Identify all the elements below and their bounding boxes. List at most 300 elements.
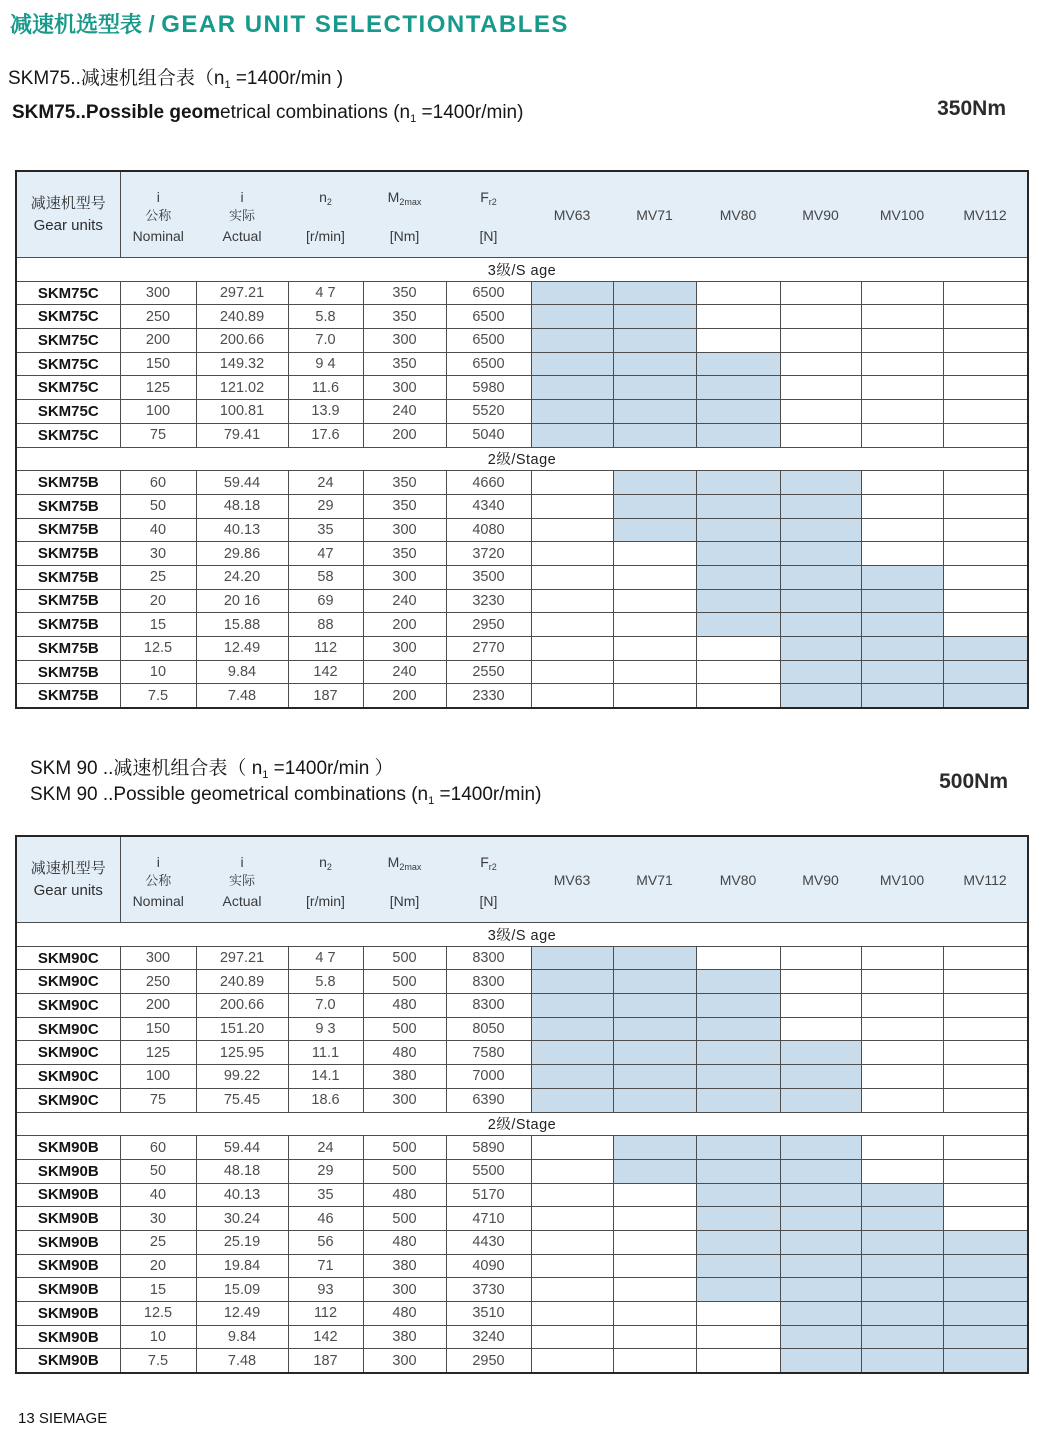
table-row — [16, 565, 1028, 589]
gear-unit-cell: SKM75C — [16, 400, 120, 424]
mv-cell-mv112 — [943, 400, 1028, 424]
n2-cell: 14.1 — [288, 1065, 363, 1089]
mv-cell-mv90 — [780, 994, 861, 1018]
i-actual-cell: 297.21 — [196, 281, 288, 305]
i-nominal-cell: 40 — [120, 518, 196, 542]
i-nominal-cell: 150 — [120, 1017, 196, 1041]
mv-cell-mv80 — [696, 1302, 780, 1326]
mv-cell-mv100 — [861, 637, 943, 661]
mv-cell-mv63 — [531, 518, 613, 542]
mv-cell-mv112 — [943, 542, 1028, 566]
table-row — [16, 1207, 1028, 1231]
fr2-cell: 3730 — [446, 1278, 531, 1302]
i-actual-cell: 100.81 — [196, 400, 288, 424]
page-title — [10, 8, 569, 39]
skm90-subtitle-en — [30, 784, 541, 807]
i-actual-cell: 125.95 — [196, 1041, 288, 1065]
mv-cell-mv100 — [861, 1136, 943, 1160]
mv-cell-mv112 — [943, 1230, 1028, 1254]
mv-cell-mv100 — [861, 684, 943, 708]
gear-unit-cell: SKM75C — [16, 281, 120, 305]
mv-cell-mv100 — [861, 281, 943, 305]
n1-subscript: 1 — [410, 113, 417, 125]
mv-cell-mv63 — [531, 1017, 613, 1041]
i-nominal-cell: 12.5 — [120, 1302, 196, 1326]
n2-cell: 5.8 — [288, 305, 363, 329]
i-actual-cell: 297.21 — [196, 946, 288, 970]
fr2-cell: 6500 — [446, 352, 531, 376]
mv-cell-mv90 — [780, 1041, 861, 1065]
mv-cell-mv80 — [696, 994, 780, 1018]
table-row — [16, 1278, 1028, 1302]
mv-cell-mv80 — [696, 684, 780, 708]
mv-cell-mv71 — [613, 970, 696, 994]
mv-cell-mv63 — [531, 376, 613, 400]
table-row — [16, 1136, 1028, 1160]
fr2-cell: 8050 — [446, 1017, 531, 1041]
fr2-cell: 5040 — [446, 423, 531, 447]
m2max-cell: 350 — [363, 305, 446, 329]
gear-unit-cell: SKM75C — [16, 376, 120, 400]
mv-cell-mv80 — [696, 1017, 780, 1041]
mv-cell-mv100 — [861, 613, 943, 637]
mv-cell-mv90 — [780, 352, 861, 376]
mv-cell-mv80 — [696, 471, 780, 495]
n2-cell: 46 — [288, 1207, 363, 1231]
mv-cell-mv112 — [943, 376, 1028, 400]
subtitle-text: =1400r/min) — [434, 784, 542, 805]
mv-cell-mv112 — [943, 1254, 1028, 1278]
mv-cell-mv80 — [696, 352, 780, 376]
mv-cell-mv71 — [613, 1183, 696, 1207]
mv-cell-mv100 — [861, 1207, 943, 1231]
fr2-cell: 2770 — [446, 637, 531, 661]
n1-subscript: 1 — [428, 795, 435, 807]
mv-cell-mv100 — [861, 1041, 943, 1065]
gear-unit-cell: SKM75B — [16, 542, 120, 566]
mv-cell-mv90 — [780, 1278, 861, 1302]
mv-cell-mv100 — [861, 1065, 943, 1089]
fr2-cell: 6500 — [446, 329, 531, 353]
mv-cell-mv112 — [943, 1207, 1028, 1231]
table-row — [16, 946, 1028, 970]
fr2-cell: 3240 — [446, 1325, 531, 1349]
m2max-cell: 480 — [363, 994, 446, 1018]
mv-cell-mv112 — [943, 994, 1028, 1018]
mv-cell-mv71 — [613, 1136, 696, 1160]
i-nominal-cell: 25 — [120, 1230, 196, 1254]
m2max-cell: 350 — [363, 352, 446, 376]
mv-cell-mv71 — [613, 494, 696, 518]
header-mv63: MV63 — [531, 836, 613, 923]
subtitle-text: =1400r/min ） — [268, 758, 394, 779]
mv-cell-mv63 — [531, 471, 613, 495]
page-title-zh: 减速机选型表 — [10, 12, 143, 37]
mv-cell-mv100 — [861, 1278, 943, 1302]
i-actual-cell: 48.18 — [196, 494, 288, 518]
n2-cell: 13.9 — [288, 400, 363, 424]
mv-cell-mv90 — [780, 613, 861, 637]
table-row — [16, 1088, 1028, 1112]
i-nominal-cell: 40 — [120, 1183, 196, 1207]
mv-cell-mv63 — [531, 1136, 613, 1160]
n2-cell: 5.8 — [288, 970, 363, 994]
mv-cell-mv100 — [861, 518, 943, 542]
n1-subscript: 1 — [224, 79, 231, 91]
subtitle-text: =1400r/min) — [416, 102, 524, 123]
n2-cell: 11.1 — [288, 1041, 363, 1065]
n2-cell: 58 — [288, 565, 363, 589]
mv-cell-mv71 — [613, 281, 696, 305]
mv-cell-mv100 — [861, 305, 943, 329]
gear-unit-cell: SKM90C — [16, 1041, 120, 1065]
mv-cell-mv80 — [696, 637, 780, 661]
m2max-cell: 300 — [363, 565, 446, 589]
m2max-cell: 240 — [363, 400, 446, 424]
gear-unit-cell: SKM75B — [16, 660, 120, 684]
mv-cell-mv80 — [696, 281, 780, 305]
m2max-cell: 200 — [363, 684, 446, 708]
m2max-cell: 350 — [363, 494, 446, 518]
i-actual-cell: 29.86 — [196, 542, 288, 566]
mv-cell-mv80 — [696, 1065, 780, 1089]
mv-cell-mv90 — [780, 589, 861, 613]
gear-unit-cell: SKM90B — [16, 1302, 120, 1326]
mv-cell-mv112 — [943, 946, 1028, 970]
mv-cell-mv100 — [861, 471, 943, 495]
gear-unit-cell: SKM90B — [16, 1278, 120, 1302]
mv-cell-mv63 — [531, 542, 613, 566]
n1-subscript: 1 — [262, 769, 269, 781]
mv-cell-mv80 — [696, 1207, 780, 1231]
fr2-cell: 5170 — [446, 1183, 531, 1207]
m2max-cell: 300 — [363, 1349, 446, 1373]
i-nominal-cell: 200 — [120, 329, 196, 353]
mv-cell-mv112 — [943, 613, 1028, 637]
mv-cell-mv71 — [613, 994, 696, 1018]
fr2-cell: 5890 — [446, 1136, 531, 1160]
mv-cell-mv71 — [613, 305, 696, 329]
table-row — [16, 1254, 1028, 1278]
i-actual-cell: 151.20 — [196, 1017, 288, 1041]
m2max-cell: 300 — [363, 637, 446, 661]
header-i-actual: i 实际 Actual — [196, 836, 288, 923]
subtitle-text: (n — [393, 102, 411, 123]
mv-cell-mv112 — [943, 565, 1028, 589]
n2-cell: 35 — [288, 1183, 363, 1207]
header-i-nominal: i 公称 Nominal — [120, 836, 196, 923]
mv-cell-mv80 — [696, 329, 780, 353]
mv-cell-mv63 — [531, 423, 613, 447]
header-mv80: MV80 — [696, 836, 780, 923]
mv-cell-mv80 — [696, 494, 780, 518]
header-mv90: MV90 — [780, 171, 861, 258]
mv-cell-mv63 — [531, 660, 613, 684]
i-actual-cell: 12.49 — [196, 1302, 288, 1326]
m2max-cell: 500 — [363, 1136, 446, 1160]
mv-cell-mv90 — [780, 1230, 861, 1254]
i-nominal-cell: 150 — [120, 352, 196, 376]
mv-cell-mv112 — [943, 1349, 1028, 1373]
m2max-cell: 300 — [363, 1278, 446, 1302]
mv-cell-mv71 — [613, 1230, 696, 1254]
fr2-cell: 6500 — [446, 281, 531, 305]
mv-cell-mv80 — [696, 565, 780, 589]
mv-cell-mv63 — [531, 613, 613, 637]
mv-cell-mv90 — [780, 518, 861, 542]
mv-cell-mv100 — [861, 970, 943, 994]
table-row — [16, 305, 1028, 329]
i-nominal-cell: 300 — [120, 281, 196, 305]
mv-cell-mv63 — [531, 1088, 613, 1112]
mv-cell-mv71 — [613, 1349, 696, 1373]
header-gear-units-en: Gear units — [33, 216, 103, 234]
mv-cell-mv90 — [780, 400, 861, 424]
table-row — [16, 518, 1028, 542]
table-row — [16, 471, 1028, 495]
m2max-cell: 380 — [363, 1325, 446, 1349]
mv-cell-mv71 — [613, 1254, 696, 1278]
mv-cell-mv100 — [861, 329, 943, 353]
mv-cell-mv90 — [780, 542, 861, 566]
gear-unit-cell: SKM90B — [16, 1136, 120, 1160]
m2max-cell: 500 — [363, 1159, 446, 1183]
header-gear-units — [16, 836, 120, 923]
subtitle-text: SKM75..减速机组合表（n — [8, 68, 225, 89]
i-nominal-cell: 75 — [120, 1088, 196, 1112]
stage-section-label: 3级/S age — [16, 258, 1028, 282]
mv-cell-mv80 — [696, 1230, 780, 1254]
i-actual-cell: 40.13 — [196, 1183, 288, 1207]
skm90-subtitle-zh — [30, 753, 394, 781]
header-gear-units-zh: 减速机型号 — [30, 859, 106, 877]
mv-cell-mv71 — [613, 1017, 696, 1041]
skm75-subtitle-zh — [8, 63, 343, 91]
i-actual-cell: 19.84 — [196, 1254, 288, 1278]
mv-cell-mv80 — [696, 1278, 780, 1302]
n2-cell: 9 4 — [288, 352, 363, 376]
gear-unit-cell: SKM90C — [16, 946, 120, 970]
i-nominal-cell: 250 — [120, 970, 196, 994]
m2max-cell: 350 — [363, 471, 446, 495]
mv-cell-mv80 — [696, 305, 780, 329]
mv-cell-mv80 — [696, 946, 780, 970]
mv-cell-mv71 — [613, 1278, 696, 1302]
mv-cell-mv80 — [696, 1349, 780, 1373]
mv-cell-mv90 — [780, 376, 861, 400]
m2max-cell: 300 — [363, 329, 446, 353]
n2-cell: 187 — [288, 684, 363, 708]
table-row — [16, 1065, 1028, 1089]
header-gear-units — [16, 171, 120, 258]
table-header-row — [16, 171, 1028, 258]
mv-cell-mv100 — [861, 1183, 943, 1207]
subtitle-bold-text: SKM75..Possible geom — [12, 102, 221, 123]
mv-cell-mv100 — [861, 994, 943, 1018]
mv-cell-mv63 — [531, 329, 613, 353]
i-nominal-cell: 250 — [120, 305, 196, 329]
subtitle-text: SKM 90 ..Possible geometrical combinations — [30, 784, 412, 805]
mv-cell-mv90 — [780, 305, 861, 329]
header-n2: $n_2$ [r/min] — [288, 836, 363, 923]
n2-cell: 88 — [288, 613, 363, 637]
mv-cell-mv71 — [613, 1159, 696, 1183]
table-row — [16, 1302, 1028, 1326]
mv-cell-mv71 — [613, 660, 696, 684]
n2-cell: 56 — [288, 1230, 363, 1254]
page-title-separator: / — [142, 11, 162, 37]
mv-cell-mv71 — [613, 589, 696, 613]
mv-cell-mv112 — [943, 1136, 1028, 1160]
mv-cell-mv71 — [613, 1088, 696, 1112]
n2-cell: 93 — [288, 1278, 363, 1302]
mv-cell-mv63 — [531, 1325, 613, 1349]
gear-unit-cell: SKM90B — [16, 1325, 120, 1349]
mv-cell-mv90 — [780, 1136, 861, 1160]
mv-cell-mv80 — [696, 518, 780, 542]
i-nominal-cell: 125 — [120, 376, 196, 400]
gear-unit-cell: SKM90B — [16, 1183, 120, 1207]
gear-unit-cell: SKM75B — [16, 589, 120, 613]
subtitle-text: (n — [411, 784, 429, 805]
table-row — [16, 613, 1028, 637]
mv-cell-mv80 — [696, 1088, 780, 1112]
header-m2max: $M_{2max}$ [Nm] — [363, 171, 446, 258]
table-row — [16, 1017, 1028, 1041]
i-nominal-cell: 20 — [120, 589, 196, 613]
gear-unit-cell: SKM90B — [16, 1349, 120, 1373]
m2max-cell: 480 — [363, 1230, 446, 1254]
mv-cell-mv63 — [531, 352, 613, 376]
header-mv100: MV100 — [861, 836, 943, 923]
stage-section-label: 2级/Stage — [16, 1112, 1028, 1136]
mv-cell-mv63 — [531, 946, 613, 970]
i-actual-cell: 12.49 — [196, 637, 288, 661]
mv-cell-mv90 — [780, 1183, 861, 1207]
n2-cell: 18.6 — [288, 1088, 363, 1112]
mv-cell-mv100 — [861, 1302, 943, 1326]
mv-cell-mv90 — [780, 637, 861, 661]
mv-cell-mv112 — [943, 423, 1028, 447]
skm75-subtitle-en — [12, 102, 523, 125]
mv-cell-mv112 — [943, 471, 1028, 495]
mv-cell-mv90 — [780, 281, 861, 305]
mv-cell-mv80 — [696, 1136, 780, 1160]
mv-cell-mv112 — [943, 1302, 1028, 1326]
mv-cell-mv112 — [943, 637, 1028, 661]
n2-cell: 112 — [288, 1302, 363, 1326]
fr2-cell: 2950 — [446, 1349, 531, 1373]
mv-cell-mv90 — [780, 329, 861, 353]
mv-cell-mv80 — [696, 970, 780, 994]
header-mv80: MV80 — [696, 171, 780, 258]
table-row — [16, 352, 1028, 376]
gear-table-skm75 — [15, 170, 1029, 709]
mv-cell-mv100 — [861, 423, 943, 447]
fr2-cell: 4090 — [446, 1254, 531, 1278]
i-nominal-cell: 15 — [120, 1278, 196, 1302]
fr2-cell: 3230 — [446, 589, 531, 613]
table-row — [16, 281, 1028, 305]
i-nominal-cell: 30 — [120, 542, 196, 566]
table-row — [16, 542, 1028, 566]
i-nominal-cell: 7.5 — [120, 1349, 196, 1373]
mv-cell-mv71 — [613, 542, 696, 566]
mv-cell-mv63 — [531, 494, 613, 518]
fr2-cell: 4340 — [446, 494, 531, 518]
mv-cell-mv80 — [696, 542, 780, 566]
mv-cell-mv112 — [943, 1065, 1028, 1089]
mv-cell-mv100 — [861, 660, 943, 684]
mv-cell-mv80 — [696, 589, 780, 613]
mv-cell-mv71 — [613, 329, 696, 353]
i-actual-cell: 59.44 — [196, 471, 288, 495]
i-nominal-cell: 25 — [120, 565, 196, 589]
mv-cell-mv63 — [531, 1183, 613, 1207]
mv-cell-mv80 — [696, 1041, 780, 1065]
stage-section-label: 3级/S age — [16, 923, 1028, 947]
table-row — [16, 1041, 1028, 1065]
m2max-cell: 200 — [363, 613, 446, 637]
m2max-cell: 300 — [363, 376, 446, 400]
header-mv100: MV100 — [861, 171, 943, 258]
table-row — [16, 423, 1028, 447]
m2max-cell: 500 — [363, 946, 446, 970]
mv-cell-mv63 — [531, 970, 613, 994]
mv-cell-mv112 — [943, 281, 1028, 305]
gear-unit-cell: SKM75B — [16, 684, 120, 708]
i-actual-cell: 15.09 — [196, 1278, 288, 1302]
table-row — [16, 1183, 1028, 1207]
i-nominal-cell: 60 — [120, 1136, 196, 1160]
table-row — [16, 970, 1028, 994]
i-nominal-cell: 10 — [120, 660, 196, 684]
mv-cell-mv100 — [861, 542, 943, 566]
page-title-en: GEAR UNIT SELECTIONTABLES — [161, 11, 569, 38]
header-n2: $n_2$ [r/min] — [288, 171, 363, 258]
gear-unit-cell: SKM90B — [16, 1230, 120, 1254]
m2max-cell: 500 — [363, 970, 446, 994]
mv-cell-mv71 — [613, 1041, 696, 1065]
fr2-cell: 6390 — [446, 1088, 531, 1112]
i-actual-cell: 240.89 — [196, 305, 288, 329]
i-actual-cell: 25.19 — [196, 1230, 288, 1254]
i-nominal-cell: 100 — [120, 400, 196, 424]
i-actual-cell: 200.66 — [196, 994, 288, 1018]
mv-cell-mv100 — [861, 1088, 943, 1112]
i-actual-cell: 121.02 — [196, 376, 288, 400]
gear-unit-cell: SKM75C — [16, 423, 120, 447]
i-nominal-cell: 10 — [120, 1325, 196, 1349]
header-i-nominal: i 公称 Nominal — [120, 171, 196, 258]
n2-cell: 142 — [288, 1325, 363, 1349]
gear-unit-cell: SKM75C — [16, 329, 120, 353]
header-fr2: $F_{r2}$ [N] — [446, 836, 531, 923]
mv-cell-mv63 — [531, 1254, 613, 1278]
mv-cell-mv80 — [696, 1325, 780, 1349]
mv-cell-mv80 — [696, 423, 780, 447]
i-actual-cell: 9.84 — [196, 1325, 288, 1349]
stage-section-row — [16, 923, 1028, 947]
fr2-cell: 4660 — [446, 471, 531, 495]
subtitle-text: SKM 90 ..减速机组合表（ n — [30, 758, 263, 779]
mv-cell-mv71 — [613, 352, 696, 376]
mv-cell-mv63 — [531, 1041, 613, 1065]
m2max-cell: 480 — [363, 1041, 446, 1065]
table-row — [16, 1159, 1028, 1183]
i-nominal-cell: 15 — [120, 613, 196, 637]
header-i-actual: i 实际 Actual — [196, 171, 288, 258]
